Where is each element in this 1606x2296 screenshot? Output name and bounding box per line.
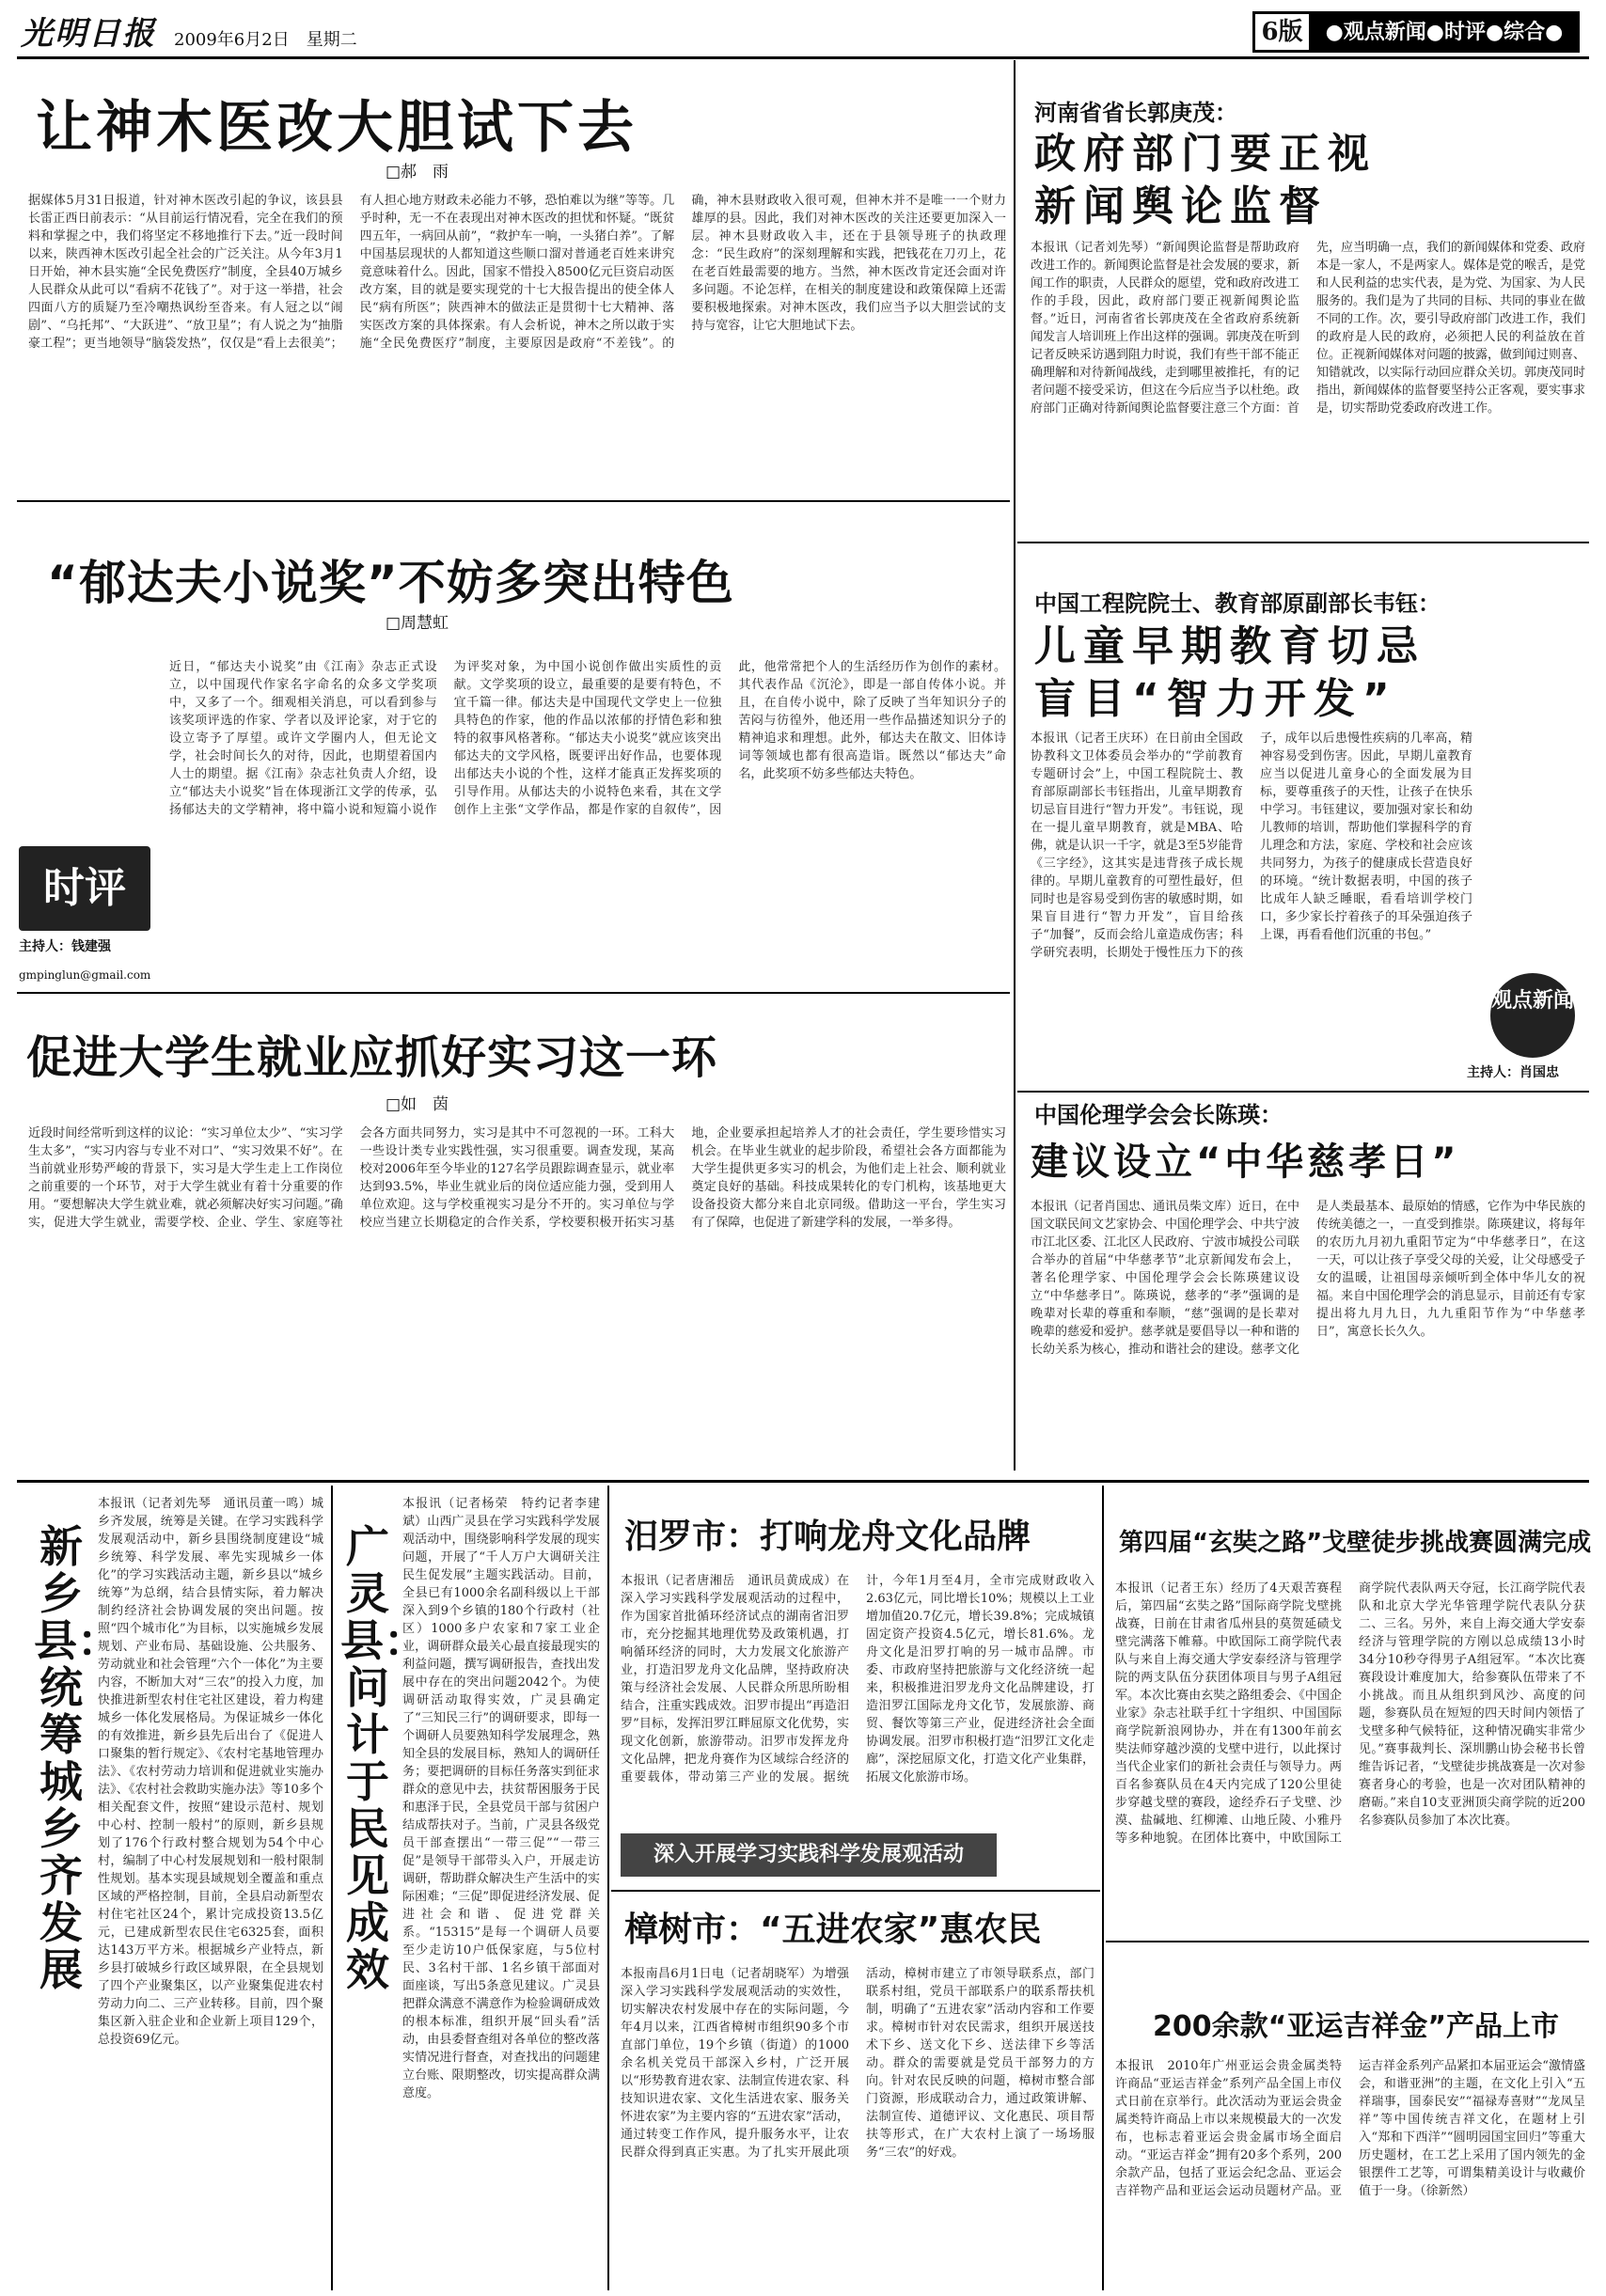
viewpoint-news-badge: 观点新闻	[1490, 973, 1575, 1058]
article-title: 儿童早期教育切忌	[1034, 622, 1425, 670]
header-rule	[17, 56, 1589, 59]
article-author: □如 茵	[386, 1095, 449, 1114]
campaign-banner: 深入开展学习实践科学发展观活动	[621, 1833, 997, 1877]
article-body: 本报讯（记者杨荣 特约记者李建斌）山西广灵县在学习实践科学发展观活动中，围绕影响科学发展的现实问题，开展了“千人万户大调研关注民生促发展”主题实践活动。目前，全县已有1000余名副科级以上干部深入到9个乡镇的180个行政村（社区）1000多户农家和7家工业企业，调研群众最关心最直接最现实的利益问题，撰写调研报告，查找出发展中存在的突出问题2042个。为使调研活动取得实效，广灵县确定了“三知民三行”的调研要求，即每一个调研人员要熟知科学发展理念，熟知全县的发展目标，熟知人的调研任务；要把调研的目标任务落实到征求群众的意见中去，扶贫帮困服务于民和惠泽于民，全县党员干部与贫困户结成帮扶对子。当前，广灵县各级党员干部查摆出“一带三促”“一带三促”是领导干部带头入户，开展走访调研，帮助群众解决生产生活中的实际困难；“三促”即促进经济发展、促进社会和谐、促进党群关系。“15315”是每一个调研人员要至少走访10户低保家庭，与5位村民、3名村干部、1名乡镇干部面对面座谈，写出5条意见建议。广灵县把群众满意不满意作为检验调研成效的根本标准，组织开展“回头看”活动，由县委督查组对各单位的整改落实情况进行督查，对查找出的问题建立台账、限期整改，切实提高群众满意度。	[402, 1497, 600, 2100]
article-title: 建议设立“中华慈孝日”	[1031, 1140, 1460, 1184]
column-title: 时评	[19, 846, 150, 931]
column-host: 主持人：钱建强	[19, 939, 111, 954]
article-body: 本报南昌6月1日电（记者胡晓军）为增强深入学习实践科学发展观活动的实效性，切实解决农村发展中存在的实际问题，今年4月以来，江西省樟树市组织90多个市直部门单位，19个乡镇（街道）的1000余名机关党员干部深入乡村，广泛开展以“形势教育进农家、法制宣传进农家、科技知识进农家、文化生活进农家、服务关怀进农家”为主要内容的“五进农家”活动，通过转变工作作风，提升服务水平，让农民群众得到真正实惠。为了扎实开展此项活动，樟树市建立了市领导联系点，部门联系村组，党员干部联系户的联系帮扶机制，明确了“五进农家”活动内容和工作要求。樟树市针对农民需求，组织开展送技术下乡、送文化下乡、送法律下乡等活动。群众的需要就是党员干部努力的方向。针对农民反映的问题，樟树市整合部门资源，形成联动合力，通过政策讲解、法制宣传、道德评议、文化惠民、项目帮扶等形式，在广大农村上演了一场场服务“三农”的好戏。	[621, 1967, 1094, 2160]
article-title: “郁达夫小说奖”不妨多突出特色	[47, 556, 734, 610]
article-body: 本报讯（记者王庆环）在日前由全国政协教科文卫体委员会举办的“学前教育专题研讨会”上，中国工程院院士、教育部原副部长韦钰指出，儿童早期教育切忌盲目进行“智力开发”。韦钰说，现在一提儿童早期教育，就是MBA、哈佛，就是认识一千字，就是3至5岁能背《三字经》，这其实是违背孩子成长规律的。早期儿童教育的可塑性最好，但同时也是容易受到伤害的敏感时期，如果盲目进行“智力开发”，盲目给孩子“加餐”，反而会给儿童造成伤害；科学研究表明，长期处于慢性压力下的孩子，成年以后患慢性疾病的几率高，精神容易受到伤害。因此，早期儿童教育应当以促进儿童身心的全面发展为目标，要尊重孩子的天性，让孩子在快乐中学习。韦钰建议，要加强对家长和幼儿教师的培训，帮助他们掌握科学的育儿理念和方法，家庭、学校和社会应该共同努力，为孩子的健康成长营造良好的环境。“统计数据表明，中国的孩子比成年人缺乏睡眠，看看培训学校门口，多少家长拧着孩子的耳朵强迫孩子上课，再看看他们沉重的书包。”	[1031, 731, 1472, 960]
column-divider	[331, 1486, 333, 2290]
article-title: 汨罗市：打响龙舟文化品牌	[624, 1518, 1031, 1556]
article-body: 据媒体5月31日报道，针对神木医改引起的争议，该县县长雷正西日前表示：“从目前运行情况看，完全在我们的预料和掌握之中，我们将坚定不移地推行下去。”近一段时间以来，陕西神木医改引起全社会的广泛关注。从今年3月1日开始，神木县实施“全民免费医疗”制度，全县40万城乡人民群众从此可以“看病不花钱了”。对于这一举措，社会四面八方的质疑乃至冷嘲热讽纷至沓来。有人冠之以“闹剧”、“乌托邦”、“大跃进”、“放卫星”；有人说之为“抽脂豪工程”；更当地领导“脑袋发热”，仅仅是“看上去很美”；有人担心地方财政未必能力不够，恐怕难以为继”等等。几乎时种，无一不在表现出对神木医改的担忧和怀疑。“既贫四五年，一病回从前”，“救护车一响，一头猪白养”。了解中国基层现状的人都知道这些顺口溜对普通老百姓来讲究竟意味着什么。因此，国家不惜投入8500亿元巨资启动医改方案，目的就是要实现党的十七大报告提出的使全体人民“病有所医”；陕西神木的做法正是贯彻十七大精神、落实医改方案的具体探索。有人会析说，神木之所以敢于实施“全民免费医疗”制度，主要原因是政府“不差钱”。的确，神木县财政收入很可观，但神木并不是唯一一个财力雄厚的县。因此，我们对神木医改的关注还要更加深入一层。神木县财政收入丰，还在于县领导班子的执政理念：“民生政府”的深刻理解和实践，把钱花在刀刃上，花在老百姓最需要的地方。当然，神木医改肯定还会面对许多问题。不论怎样，在相关的制度建设和政策保障上还需要积极地探索。对神木医改，我们应当予以大胆尝试的支持与宽容，让它大胆地试下去。	[28, 194, 1006, 351]
article-title: 新闻舆论监督	[1034, 182, 1328, 230]
article-body: 本报讯（记者肖国忠、通讯员柴文库）近日，在中国文联民间文艺家协会、中国伦理学会、中共宁波市江北区委、江北区人民政府、宁波市城投公司联合举办的首届“中华慈孝节”北京新闻发布会上，著名伦理学家、中国伦理学会会长陈瑛建议设立“中华慈孝日”。陈瑛说，慈孝的“孝”强调的是晚辈对长辈的尊重和奉顺，“慈”强调的是长辈对晚辈的慈爱和爱护。慈孝就是要倡导以一种和谐的长幼关系为核心，推动和谐社会的建设。慈孝文化是人类最基本、最原始的情感，它作为中华民族的传统美德之一，一直受到推崇。陈瑛建议，将每年的农历九月初九重阳节定为“中华慈孝日”，在这一天，可以让孩子享受父母的关爱，让父母感受子女的温暖，让祖国母亲倾听到全体中华儿女的祝福。来自中国伦理学会的消息显示，目前还有专家提出将九月九日，九九重阳节作为“中华慈孝日”，寓意长长久久。	[1031, 1200, 1586, 1357]
newspaper-logo: 光明日报	[21, 15, 156, 53]
column-divider	[607, 1486, 609, 2290]
article-body: 本报讯 2010年广州亚运会贵金属类特许商品“亚运吉祥金”系列产品全国上市仪式日前在京举行。此次活动为亚运会贵金属类特许商品上市以来规模最大的一次发布，也标志着亚运会贵金属市场全面启动。“亚运吉祥金”拥有20多个系列，200余款产品，包括了亚运会纪念品、亚运会吉祥物产品和亚运会运动员题材产品。亚运吉祥金系列产品紧扣本届亚运会“激情盛会，和谐亚洲”的主题，在文化上引入“五祥瑞事，国泰民安”“福禄寿喜财”“龙凤呈祥”等中国传统吉祥文化，在题材上引入“郑和下西洋”“圆明园国宝回归”等重大历史题材，在工艺上采用了国内领先的金银摆件工艺等，可谓集精美设计与收藏价值于一身。（徐新然）	[1115, 2059, 1585, 2198]
article-body: 本报讯（记者刘先琴 通讯员董一鸣）城乡齐发展，统筹是关键。在学习实践科学发展观活动中，新乡县围绕制度建设“城乡统筹、科学发展、率先实现城乡一体化”的学习实践活动主题，新乡县以“城乡统筹”为总纲，结合县情实际，着力解决制约经济社会协调发展的突出问题。按照“四个城市化”为目标，以实施城乡发展规划、产业布局、基础设施、公共服务、劳动就业和社会管理“六个一体化”为主要内容，不断加大对“三农”的投入力度，加快推进新型农村住宅社区建设，着力构建城乡一体化发展格局。为保证城乡一体化的有效推进，新乡县先后出台了《促进人口聚集的暂行规定》、《农村宅基地管理办法》、《农村劳动力培训和促进就业实施办法》、《农村社会救助实施办法》等10多个相关配套文件，按照“建设示范村、规划中心村、控制一般村”的原则，新乡县规划了176个行政村整合规划为54个中心村，编制了中心村发展规划和一般村限制性规划。基本实现县域规划全覆盖和重点区域的严格控制，目前，全县启动新型农村住宅社区24个，累计完成投资13.5亿元，已建成新型农民住宅6325套，面积达143万平方米。根据城乡产业特点，新乡县打破城乡行政区域界限，在全县规划了四个产业聚集区，以产业聚集促进农村劳动力向二、三产业转移。目前，四个聚集区新入驻企业和企业新上项目129个，总投资69亿元。	[98, 1497, 323, 2047]
article-title: 让神木医改大胆试下去	[36, 95, 638, 161]
article-title: 200余款“亚运吉祥金”产品上市	[1153, 2010, 1560, 2043]
article-body: 近段时间经常听到这样的议论：“实习单位太少”、“实习学生太多”，“实习内容与专业不对口”、“实习效果不好”。在当前就业形势严峻的背景下，实习是大学生走上工作岗位之前重要的一个环节，对于大学生就业有着十分重要的作用。“要想解决大学生就业难，就必须解决好实习问题。”确实，促进大学生就业，需要学校、企业、学生、家庭等社会各方面共同努力，实习是其中不可忽视的一环。工科大一些设计类专业实践性强，实习很重要。调查发现，某高校对2006年至今毕业的127名学员跟踪调查显示，就业率达到93.5%，毕业生就业后的岗位适应能力强，受到用人单位欢迎。这与学校重视实习是分不开的。实习单位与学校应当建立长期稳定的合作关系，学校要积极开拓实习基地，企业要承担起培养人才的社会责任，学生要珍惜实习机会。在毕业生就业的起步阶段，希望社会各方面都能为大学生提供更多实习的机会，为他们走上社会、顺利就业奠定良好的基础。科技成果转化的专门机构，该基地更大设备投资大都分来自北京同级。借助这一平台，学生实习有了保障，也促进了新建学科的发展，一举多得。	[28, 1126, 1006, 1230]
article-kicker: 中国伦理学会会长陈瑛：	[1034, 1102, 1283, 1128]
issue-date: 2009年6月2日 星期二	[174, 30, 357, 50]
article-body: 近日，“郁达夫小说奖”由《江南》杂志正式设立，以中国现代作家名字命名的众多文学奖项中，又多了一个。细观相关消息，可以看到参与该奖项评选的作家、学者以及评论家，对于它的设立寄予了厚望。或许文学圈内人，但无论文学，社会时间长久的对待，因此，也期望着国内人士的期望。据《江南》杂志社负责人介绍，设立“郁达夫小说奖”旨在体现浙江文学的传承，弘扬郁达夫的文学精神，将中篇小说和短篇小说作为评奖对象，为中国小说创作做出实质性的贡献。文学奖项的设立，最重要的是要有特色，不宜千篇一律。郁达夫是中国现代文学史上一位独具特色的作家，他的作品以浓郁的抒情色彩和独特的叙事风格著称。“郁达夫小说奖”就应该突出郁达夫的文学风格，既要评出好作品，也要体现出郁达夫小说的个性，这样才能真正发挥奖项的引导作用。从郁达夫的小说特色来看，其在文学创作上主张“文学作品，都是作家的自叙传”，因此，他常常把个人的生活经历作为创作的素材。其代表作品《沉沦》，即是一部自传体小说。并且，在自传小说中，除了反映了当年知识分子的苦闷与彷徨外，他还用一些作品描述知识分子的精神追求和理想。此外，郁达夫在散文、旧体诗词等领域也都有很高造诣。既然以“郁达夫”命名，此奖项不妨多些郁达夫特色。	[169, 660, 1006, 817]
column-badge	[19, 846, 160, 959]
article-title: 樟树市：“五进农家”惠农民	[624, 1911, 1042, 1949]
section-label: ●观点新闻●时评●综合●	[1312, 14, 1577, 50]
page-section-box	[1252, 11, 1580, 53]
section-divider	[17, 1480, 1589, 1483]
article-kicker: 中国工程院院士、教育部原副部长韦钰：	[1034, 590, 1441, 617]
contact-email: gmpinglun@gmail.com	[19, 968, 151, 982]
article-body: 本报讯（记者刘先琴）“新闻舆论监督是帮助政府改进工作的。新闻舆论监督是社会发展的要求，新闻工作的职责，人民群众的愿望，党和政府改进工作的手段，因此，政府部门要正视新闻舆论监督。”近日，河南省省长郭庚茂在全省政府系统新闻发言人培训班上作出这样的强调。郭庚茂在听到记者反映采访遇到阻力时说，我们有些干部不能正确理解和对待新闻战线，走到哪里被推托，有的记者问题不接受采访，但这在今后应当予以杜绝。政府部门正确对待新闻舆论监督要注意三个方面：首先，应当明确一点，我们的新闻媒体和党委、政府本是一家人，不是两家人。媒体是党的喉舌，是党和人民利益的忠实代表，是为党、为国家、为人民服务的。我们是为了共同的目标、共同的事业在做不同的工作。次，要引导政府部门改进工作，我们的政府是人民的政府，必须把人民的利益放在首位。正视新闻媒体对问题的披露，做到闻过则喜、知错就改，以实际行动回应群众关切。郭庚茂同时指出，新闻媒体的监督要坚持公正客观，要实事求是，切实帮助党委政府改进工作。	[1031, 241, 1586, 416]
page-number: 6版	[1255, 14, 1312, 50]
article-title: 促进大学生就业应抓好实习这一环	[26, 1031, 718, 1084]
column-divider	[1102, 1486, 1104, 2290]
article-body: 本报讯（记者唐湘岳 通讯员黄成成）在深入学习实践科学发展观活动的过程中，作为国家首批循环经济试点的湖南省汨罗市，充分挖掘其地理优势及政策机遇，打响循环经济的同时，大力发展文化旅游产业，打造汨罗龙舟文化品牌，坚持政府决策与经济社会发展、人民群众所思所盼相结合，注重实践成效。汨罗市提出“再造汨罗”目标，发挥汨罗江畔屈原文化优势，实现文化创新，旅游带动。汨罗市发挥龙舟文化品牌，把龙舟赛作为区域综合经济的重要载体，带动第三产业的发展。据统计，今年1月至4月，全市完成财政收入2.63亿元，同比增长10%；规模以上工业增加值20.7亿元，增长39.8%；完成城镇固定资产投资4.5亿元，增长81.6%。龙舟文化是汨罗打响的另一城市品牌。市委、市政府坚持把旅游与文化经济统一起来，积极推进汨罗龙舟文化品牌建设，打造汨罗江国际龙舟文化节，发展旅游、商贸、餐饮等第三产业，促进经济社会全面协调发展。汨罗市积极打造“汨罗江文化走廊”，深挖屈原文化，打造文化产业集群，拓展文化旅游市场。	[621, 1574, 1094, 1785]
article-author: □周慧虹	[386, 614, 449, 633]
article-divider	[17, 992, 1010, 994]
article-author: □郝 雨	[386, 163, 449, 181]
article-divider	[17, 500, 1010, 502]
article-divider	[1017, 1091, 1589, 1093]
article-title: 政府部门要正视	[1034, 130, 1377, 178]
article-title: 盲目“智力开发”	[1034, 675, 1397, 723]
article-divider	[611, 1890, 1100, 1892]
article-title: 第四届“玄奘之路”戈壁徒步挑战赛圆满完成	[1119, 1529, 1592, 1557]
article-divider	[1106, 1941, 1589, 1942]
article-body: 本报讯（记者王东）经历了4天艰苦赛程后，第四届“玄奘之路”国际商学院戈壁挑战赛，日前在甘肃省瓜州县的莫贺延碛戈壁完满落下帷幕。中欧国际工商学院代表队与来自上海交通大学安泰经济与管理学院的两支队伍分获团体项目与男子A组冠军。本次比赛由玄奘之路组委会、《中国企业家》杂志社联手红十字组织、中国国际商学院新浪网协办，并在有1300年前玄奘法师穿越沙漠的戈壁中进行，以此探讨当代企业家们的新社会责任与领导力。两百名参赛队员在4天内完成了120公里徒步穿越戈壁的赛段，途经乔石子戈壁、沙漠、盐碱地、红柳滩、山地丘陵、小雅丹等多种地貌。在团体比赛中，中欧国际工商学院代表队两天夺冠，长江商学院代表队和北京大学光华管理学院代表队分获二、三名。另外，来自上海交通大学安泰经济与管理学院的方刚以总成绩13小时34分10秒夺得男子A组冠军。“本次比赛赛段设计难度加大，给参赛队伍带来了不小挑战。而且从组织到风沙、高度的问题，参赛队员在短短的四天时间内领悟了戈壁多种气候特征，这种情况确实非常少见。”赛事裁判长、深圳鹏山协会秘书长曾维告诉记者，“戈壁徒步挑战赛是一次对参赛者身心的考验，也是一次对团队精神的磨砺。”来自10支亚洲顶尖商学院的近200名参赛队员参加了本次比赛。	[1115, 1581, 1585, 1846]
article-title: 广灵县：问计于民见成效	[340, 1521, 427, 1995]
column-host: 主持人：肖国忠	[1467, 1065, 1559, 1080]
article-title: 新乡县：统筹城乡齐发展	[34, 1521, 120, 1995]
article-divider	[1017, 542, 1589, 543]
column-divider	[1014, 60, 1016, 1470]
article-kicker: 河南省省长郭庚茂：	[1034, 100, 1237, 126]
